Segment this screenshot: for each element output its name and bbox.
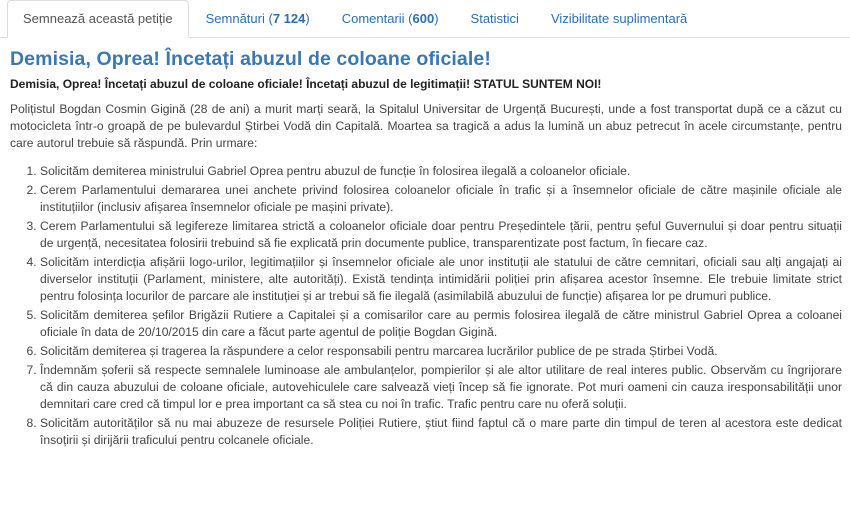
demand-item: 3. Cerem Parlamentului să legifereze limitarea strictă a coloanelor oficiale doar pentru Președintele țării, pentru șeful Guvernului și doar pentru situații de urgență, necesitatea folosirii trebuind să fie explicată prin documente publice, transparentizate post factum, în fiecare caz. [40,218,842,252]
tab-statistics[interactable] [456,0,534,37]
tab-signatures[interactable] [191,0,325,37]
tab-comments-label: Comentarii ( [341,11,413,26]
demand-item: 7. Îndemnăm șoferii să respecte semnalele luminoase ale ambulanțelor, pompierilor și ale altor utilitare de real interes public. Observăm cu îngrijorare că din cauza abuzului de coloane oficiale, autovehiculele care salvează vieți încep să fie ignorate. Pot muri oameni cin cauza iresponsabilității unor demnitari care cred că timpul lor e prea important ca să stea cu noi în trafic. Trafic pentru care nu oferă soluții. [40,362,842,413]
tab-extra-visibility[interactable] [536,0,702,37]
tab-comments-suffix: ) [434,11,439,26]
demand-item: 2. Cerem Parlamentului demararea unei anchete privind folosirea coloanelor oficiale în trafic și a însemnelor oficiale de către mașinile oficiale ale instituțiilor (inclusiv afișarea însemnelor oficiale pe mașini private). [40,182,842,216]
demand-item: 4. Solicităm interdicția afișării logo-urilor, legitimațiilor și însemnelor oficiale ale unor instituții ale statului de către cemnitari, oficiali sau alți angajați ai diverselor instituții (Parlament, ministere, alte autorități). Există tendința intimidării poliției prin afișarea acestor însemne. Ele trebuie limitate strict pentru folosința locurilor de parcare ale instituției și ar trebui să fie ilegală (asimilabilă abuzului de funcție) afișarea lor pe drumuri publice. [40,254,842,305]
demand-item: 1. Solicităm demiterea ministrului Gabriel Oprea pentru abuzul de funcție în folosirea ilegală a coloanelor oficiale. [40,163,842,180]
petition-subtitle: Demisia, Oprea! Încetați abuzul de coloane oficiale! Încetați abuzul de legitimații! STATUL SUNTEM NOI! [10,77,602,91]
demands-list [10,163,842,449]
petition-tabs [0,0,850,38]
tab-sign-petition-label: Semnează această petiție [23,11,173,26]
petition-intro: Polițistul Bogdan Cosmin Gigină (28 de ani) a murit marți seară, la Spitalul Universitar de Urgență București, unde a fost transportat după ce a căzut cu motocicleta într-o groapă de pe bulevardul Știrbei Vodă din Capitală. Moartea sa tragică a adus la lumină un abuz petrecut în acele circumstanțe, pentru care autorul trebuie să răspundă. Prin urmare: [10,102,842,150]
petition-title: Demisia, Oprea! Încetați abuzul de coloane oficiale! [10,48,491,70]
tab-statistics-label: Statistici [470,11,519,26]
tab-signatures-label: Semnături ( [205,11,273,26]
comments-count: 600 [412,11,435,26]
tab-signatures-suffix: ) [305,11,310,26]
signatures-count: 7 124 [272,11,306,26]
tab-comments[interactable] [327,0,454,37]
tab-extra-visibility-label: Vizibilitate suplimentară [550,11,688,26]
demand-item: 5. Solicităm demiterea șefilor Brigăzii Rutiere a Capitalei și a comisarilor care au permis folosirea ilegală de către ministrul Gabriel Oprea a coloanei oficiale în data de 20/10/2015 din care a făcut parte agentul de poliție Bogdan Gigină. [40,307,842,341]
petition-content [0,48,850,449]
demand-item: 8. Solicităm autorităților să nu mai abuzeze de resursele Poliției Rutiere, știut fiind faptul că o mare parte din timpul de teren al acestora este dedicat însoțirii și dirijării traficului pentru colcanele oficiale. [40,415,842,449]
tab-sign-petition[interactable] [7,0,189,38]
demand-item: 6. Solicităm demiterea și tragerea la răspundere a celor responsabili pentru marcarea lucrărilor publice de pe strada Știrbei Vodă. [40,343,842,360]
